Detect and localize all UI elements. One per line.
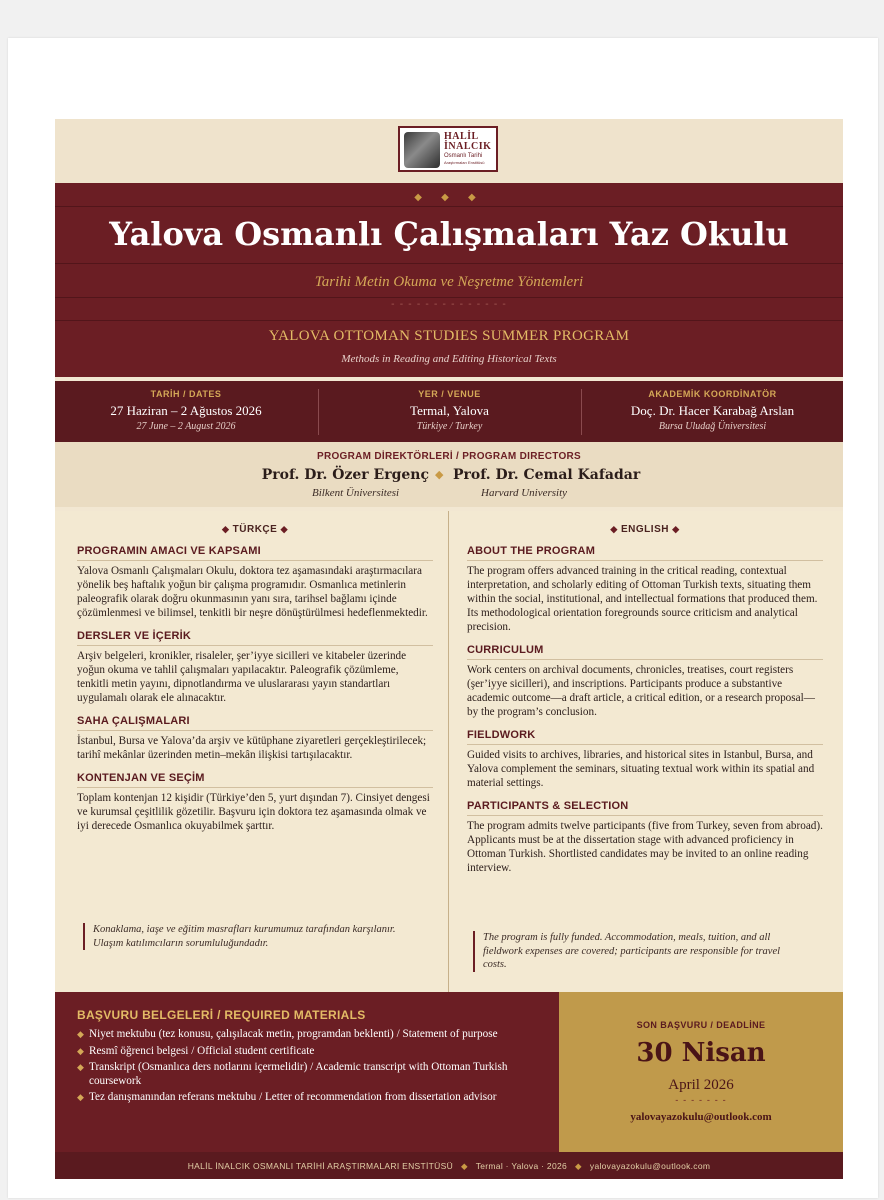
list-item-text: Resmî öğrenci belgesi / Official student certificate — [89, 1044, 315, 1057]
title-english: YALOVA OTTOMAN STUDIES SUMMER PROGRAM — [268, 328, 630, 344]
english-heading-label: ENGLISH — [621, 524, 669, 535]
directors-label: PROGRAM DİREKTÖRLERİ / PROGRAM DIRECTORS — [316, 451, 582, 462]
document-page — [8, 38, 878, 1198]
footer-email: yalovayazokulu@outlook.com — [589, 1161, 711, 1171]
diamond-icon: ◆ — [77, 1029, 84, 1039]
diamond-icon: ◆ — [77, 1062, 84, 1072]
body-columns — [55, 511, 843, 992]
footer-place: Termal · Yalova · 2026 — [475, 1161, 568, 1171]
section-title: KONTENJAN VE SEÇİM — [77, 772, 433, 788]
dash-separator: - - - - - - - — [675, 1096, 727, 1106]
dash-separator: - - - - - - - - - - - - - - — [391, 299, 507, 310]
dates-value: 27 Haziran – 2 Ağustos 2026 — [110, 403, 262, 418]
diamond-icon: ◆ — [77, 1092, 84, 1102]
director-1-name: Prof. Dr. Özer Ergenç — [261, 467, 429, 483]
english-heading — [467, 524, 823, 535]
turkish-note: Konaklama, iaşe ve eğitim masrafları kurumumuz tarafından karşılanır. Ulaşım katılımcıların sorumluluğundadır. — [83, 923, 423, 950]
section-body: Yalova Osmanlı Çalışmaları Okulu, doktora tez aşamasındaki araştırmacılara yönelik beş haftalık yoğun bir çalışma programıdır. Osmanlıca metinlerin paleografik olarak doğru okunmasının yanı sıra, tarihsel bağlamı içinde çözümlenmesi ve bilimsel, tenkitli bir neşre dönüştürülmesi hedeflenmektedir. — [77, 565, 428, 619]
deadline-year: April 2026 — [668, 1077, 734, 1093]
list-item-text: Niyet mektubu (tez konusu, çalışılacak metin, programdan beklenti) / Statement of purpose — [89, 1028, 498, 1040]
divider — [55, 320, 843, 321]
diamond-icon: ◆ — [461, 1161, 468, 1171]
diamond-icon: ◆ — [672, 524, 680, 534]
page-title: Yalova Osmanlı Çalışmaları Yaz Okulu — [109, 215, 789, 253]
contact-email: yalovayazokulu@outlook.com — [630, 1111, 772, 1123]
diamond-icon: ◆ — [610, 524, 618, 534]
section-title: SAHA ÇALIŞMALARI — [77, 715, 433, 731]
section-title: CURRICULUM — [467, 644, 823, 660]
info-bar — [55, 381, 843, 442]
portrait-icon — [404, 132, 440, 168]
footer — [55, 1152, 843, 1179]
subtitle-turkish: Tarihi Metin Okuma ve Neşretme Yöntemleri — [314, 274, 584, 290]
coordinator-value: Doç. Dr. Hacer Karabağ Arslan — [630, 403, 795, 418]
list-item-text: Transkript (Osmanlıca ders notlarını içermelidir) / Academic transcript with Ottoman Turkish coursework — [89, 1061, 508, 1087]
venue-sub: Türkiye / Turkey — [416, 421, 483, 432]
section-body: İstanbul, Bursa ve Yalova’da arşiv ve kütüphane ziyaretleri gerçekleştirilecek; tarihî mekânlar üzerinden metin–mekân ilişkisi tartışılacaktır. — [77, 735, 427, 761]
venue-label: YER / VENUE — [418, 389, 481, 399]
venue-value: Termal, Yalova — [410, 403, 489, 418]
materials-list — [77, 1028, 547, 1108]
institute-logo — [398, 126, 498, 172]
section-body: Guided visits to archives, libraries, and historical sites in Istanbul, Bursa, and Yalova complement the seminars, situating textual work within its spatial and material settings. — [467, 749, 815, 789]
logo-line2: İNALCIK — [444, 141, 492, 152]
dates-label: TARİH / DATES — [150, 389, 222, 399]
diamond-icon: ◆ — [77, 1045, 84, 1056]
turkish-column — [77, 511, 433, 833]
venue-info — [319, 381, 580, 442]
section-body: The program admits twelve participants (five from Turkey, seven from abroad). Applicants must be at the dissertation stage with advanced proficiency in Ottoman Turkish. Shortlisted candidates may be invited to an online reading interview. — [467, 820, 823, 874]
section-body: Work centers on archival documents, chronicles, treatises, court registers (şer’iyye sicilleri), and inscriptions. Participants produce a substantive academic outcome—a draft article, a critical edition, or a research proposal—by the program’s conclusion. — [467, 664, 815, 718]
list-item — [77, 1028, 547, 1042]
section-body: Toplam kontenjan 12 kişidir (Türkiye’den 5, yurt dışından 7). Cinsiyet dengesi ve kurumsal çeşitlilik gözetilir. Başvuru için doktora tez aşamasında olmak ve iyi derecede Osmanlıca okuyabilmek şarttır. — [77, 792, 430, 832]
section-title: ABOUT THE PROGRAM — [467, 545, 823, 561]
english-column — [467, 511, 823, 875]
diamond-icon: ◆ — [435, 468, 444, 481]
materials-title: BAŞVURU BELGELERİ / REQUIRED MATERIALS — [77, 1008, 366, 1022]
section-body: The program offers advanced training in the critical reading, contextual interpretation, and scholarly editing of Ottoman Turkish texts, situating them within the social, institutional, and intellectual formations that produced them. Its methodological orientation foregrounds source criticism and analytical precision. — [467, 565, 818, 633]
footer-text — [55, 1161, 843, 1172]
required-materials — [55, 992, 559, 1152]
director-2-institution: Harvard University — [481, 487, 568, 499]
section-title: FIELDWORK — [467, 729, 823, 745]
divider — [55, 206, 843, 207]
divider — [55, 297, 843, 298]
section-title: PARTICIPANTS & SELECTION — [467, 800, 823, 816]
subtitle-english: Methods in Reading and Editing Historical Texts — [341, 353, 557, 365]
dates-sub: 27 June – 2 August 2026 — [136, 421, 236, 432]
section-body: Arşiv belgeleri, kronikler, risaleler, şer’iyye sicilleri ve kitabeler üzerinde yoğun okuma ve tahlil çalışmaları yapılacaktır. Paleografik çözümleme, tenkitli metin yayını, dipnotlandırma ve uluslararası yayın standartları uygulamalı olarak ele alınacaktır. — [77, 650, 407, 704]
diamond-icon: ◆ — [575, 1161, 582, 1171]
coordinator-sub: Bursa Uludağ Üniversitesi — [658, 421, 767, 432]
deadline-date: 30 Nisan — [636, 1038, 766, 1068]
footer-institute: HALİL İNALCIK OSMANLI TARİHİ ARAŞTIRMALARI ENSTİTÜSÜ — [187, 1161, 454, 1171]
turkish-heading — [77, 524, 433, 535]
director-2-name: Prof. Dr. Cemal Kafadar — [453, 467, 641, 483]
dates-info — [55, 381, 317, 442]
logo-band — [55, 119, 843, 183]
column-divider — [448, 511, 449, 992]
turkish-heading-label: TÜRKÇE — [232, 524, 278, 535]
poster — [55, 119, 843, 1179]
diamond-icon: ◆ — [280, 524, 289, 534]
diamond-icon: ◆ — [221, 524, 230, 534]
coordinator-info — [582, 381, 843, 442]
logo-line4: Araştırmaları Enstitüsü — [444, 160, 485, 165]
deadline-box — [559, 992, 843, 1152]
director-1-institution: Bilkent Üniversitesi — [312, 487, 400, 499]
title-block — [55, 183, 843, 377]
deadline-label: SON BAŞVURU / DEADLİNE — [636, 1020, 766, 1030]
section-title: DERSLER VE İÇERİK — [77, 630, 433, 646]
ornament-diamonds: ◆ ◆ ◆ — [414, 192, 484, 203]
section-title: PROGRAMIN AMACI VE KAPSAMI — [77, 545, 433, 561]
list-item — [77, 1061, 547, 1088]
logo-line3: Osmanlı Tarihi — [444, 153, 483, 159]
program-directors — [55, 442, 843, 507]
coordinator-label: AKADEMİK KOORDİNATÖR — [648, 389, 777, 399]
list-item — [77, 1045, 547, 1059]
english-note: The program is fully funded. Accommodation, meals, tuition, and all fieldwork expenses are covered; participants are responsible for travel costs. — [473, 931, 803, 972]
logo-line1: HALİL — [444, 131, 479, 142]
list-item — [77, 1091, 547, 1105]
divider — [55, 263, 843, 264]
list-item-text: Tez danışmanından referans mektubu / Letter of recommendation from dissertation advisor — [89, 1091, 497, 1103]
